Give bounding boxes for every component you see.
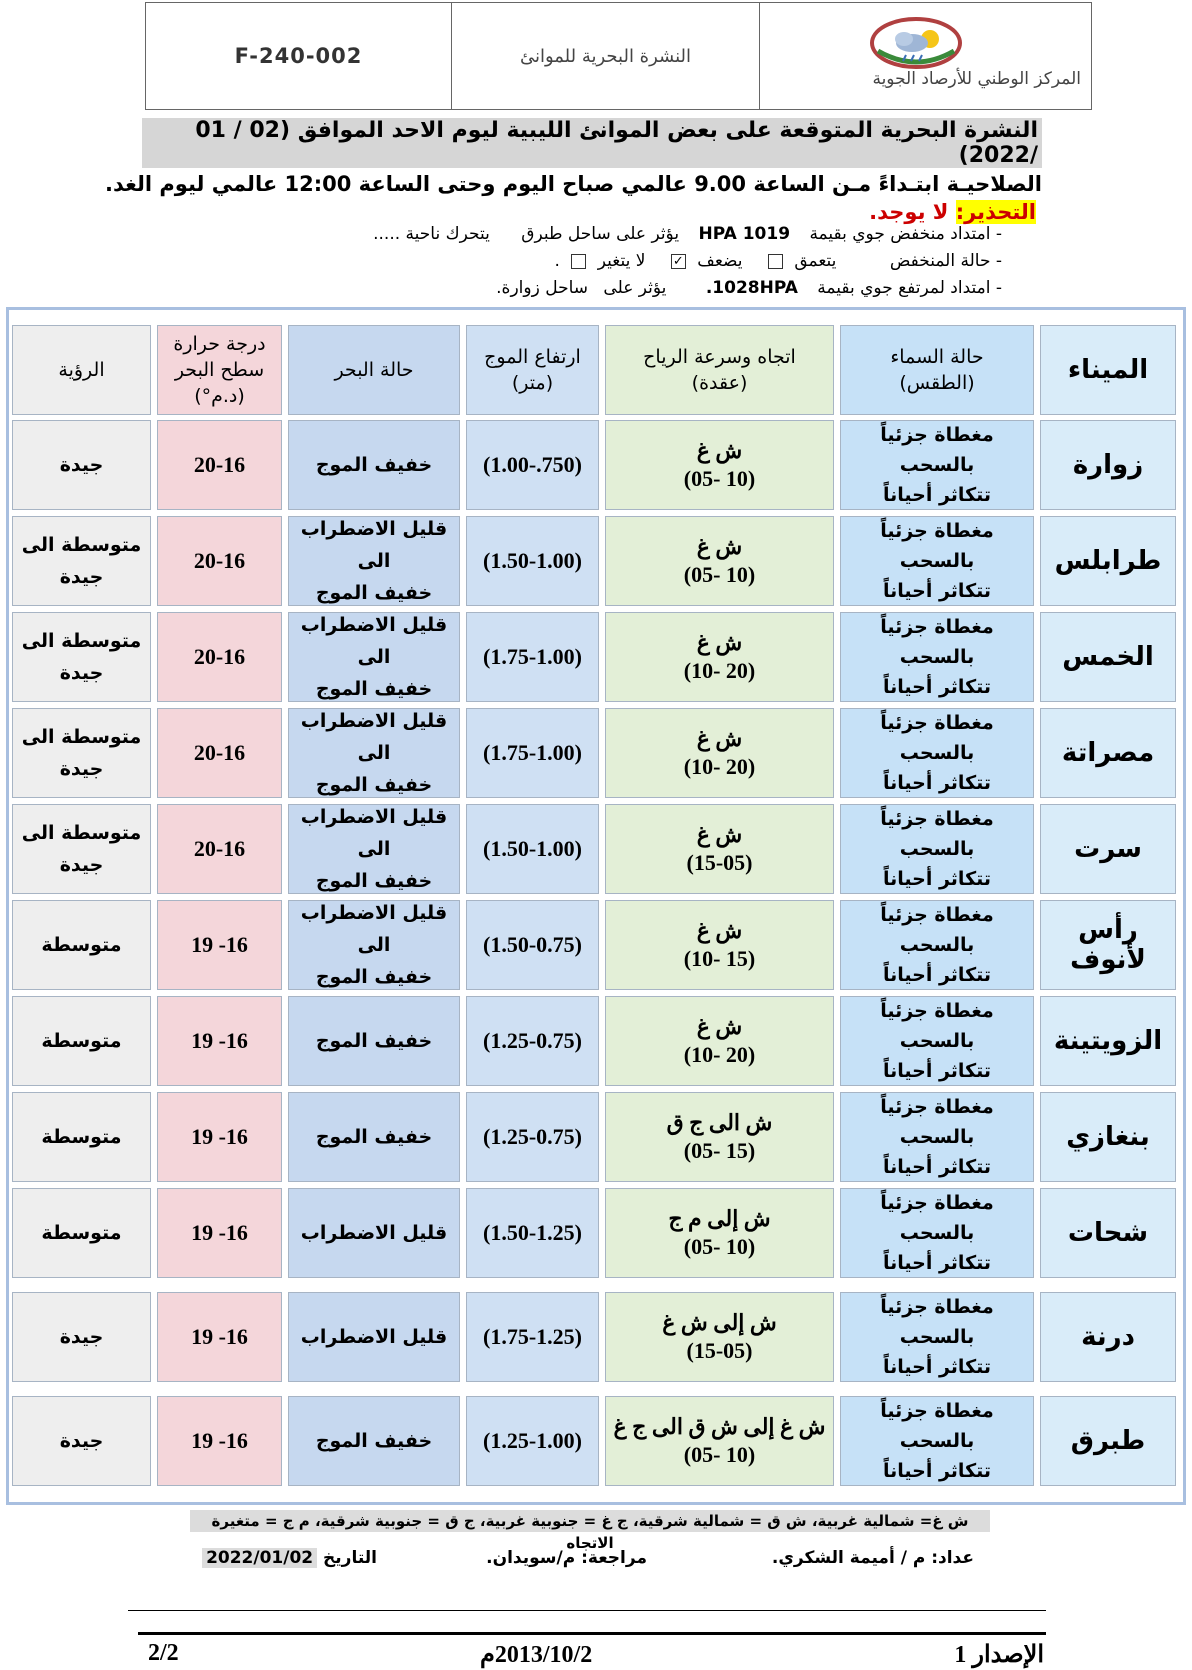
sea-cell <box>288 708 460 798</box>
temp-cell: 19 -16 <box>157 900 282 990</box>
vis-line: متوسطة <box>41 1126 122 1148</box>
note3-effect: يؤثر على <box>603 278 667 298</box>
vis-line: متوسطة الى <box>21 726 142 748</box>
org-block <box>759 3 1091 109</box>
vis-line: جيدة <box>59 758 104 780</box>
vis-line: متوسطة الى <box>21 630 142 652</box>
sky-line: مغطاة جزئياً بالسحب <box>880 808 994 860</box>
wind-line: (15-05) <box>686 1338 753 1363</box>
wind-line: ش الى ج ق <box>666 1110 773 1135</box>
vis-line: جيدة <box>59 1326 104 1348</box>
note3-coast: ساحل زوارة. <box>496 278 589 298</box>
sky-line: مغطاة جزئياً بالسحب <box>880 1400 994 1452</box>
wave-cell: (1.25-0.75) <box>466 996 599 1086</box>
date-stamp <box>202 1548 377 1568</box>
form-header <box>145 2 1092 110</box>
org-name: المركز الوطني للأرصاد الجوية <box>872 69 1081 89</box>
note2-dot: . <box>554 251 560 271</box>
temp-cell: 20-16 <box>157 420 282 510</box>
wind-cell <box>605 1396 834 1486</box>
vis-line: جيدة <box>59 1430 104 1452</box>
vis-line: جيدة <box>59 566 104 588</box>
vis-cell <box>12 420 151 510</box>
wave-cell: (1.75-1.00) <box>466 708 599 798</box>
header-vis: الرؤية <box>12 325 151 415</box>
wind-cell <box>605 1092 834 1182</box>
port-cell: سرت <box>1040 804 1176 894</box>
footer-page: 2/2 <box>148 1640 179 1666</box>
sea-line: خفيف الموج <box>315 774 433 796</box>
wave-cell: (1.50-1.00) <box>466 516 599 606</box>
wave-cell: (1.50-0.75) <box>466 900 599 990</box>
wind-line: ش غ <box>696 918 743 943</box>
wind-cell <box>605 1292 834 1382</box>
port-cell: مصراتة <box>1040 708 1176 798</box>
wind-line: (20 -10) <box>683 754 756 779</box>
wind-line: ش غ <box>696 534 743 559</box>
sea-line: خفيف الموج <box>315 1430 433 1452</box>
wind-line: (15-05) <box>686 850 753 875</box>
header-wind-line: اتجاه وسرعة الرياح <box>643 346 796 368</box>
sky-cell <box>840 996 1034 1086</box>
header-sky <box>840 325 1034 415</box>
sea-line: قليل الاضطراب الى <box>300 902 448 956</box>
sky-line: مغطاة جزئياً بالسحب <box>880 424 994 476</box>
header-temp-line: (د.م°) <box>194 385 245 407</box>
temp-cell: 19 -16 <box>157 1092 282 1182</box>
wind-cell <box>605 900 834 990</box>
sea-line: قليل الاضطراب الى <box>300 614 448 668</box>
header-temp-line: سطح البحر <box>174 359 265 381</box>
warning-label: التحذير: <box>955 200 1036 224</box>
port-cell: طبرق <box>1040 1396 1176 1486</box>
sea-cell <box>288 1092 460 1182</box>
wave-cell: (1.75-1.25) <box>466 1292 599 1382</box>
wind-line: ش غ <box>696 1014 743 1039</box>
wind-line: ش غ <box>696 438 743 463</box>
bulletin-title: النشرة البحرية المتوقعة على بعض الموانئ الليبية ليوم الاحد الموافق (02 / 01 /2022) <box>142 118 1042 168</box>
wind-line: (15 -10) <box>683 946 756 971</box>
sky-line: تتكاثر أحياناً <box>883 772 992 794</box>
note-low-state <box>555 251 1002 271</box>
note2-deepen: يتعمق <box>794 251 837 271</box>
sky-line: تتكاثر أحياناً <box>883 1252 992 1274</box>
sky-line: مغطاة جزئياً بالسحب <box>880 616 994 668</box>
port-cell: زوارة <box>1040 420 1176 510</box>
sea-cell <box>288 1396 460 1486</box>
vis-line: متوسطة الى <box>21 534 142 556</box>
vis-cell <box>12 1396 151 1486</box>
form-code: F-240-002 <box>234 44 363 68</box>
note1-a: - امتداد منخفض جوي بقيمة <box>809 224 1002 244</box>
vis-line: متوسطة <box>41 1030 122 1052</box>
header-wave <box>466 325 599 415</box>
vis-line: جيدة <box>59 662 104 684</box>
sea-cell <box>288 804 460 894</box>
wind-line: ش غ <box>696 822 743 847</box>
wave-cell: (1.50-1.25) <box>466 1188 599 1278</box>
sea-cell <box>288 516 460 606</box>
header-wave-line: (متر) <box>511 372 554 394</box>
footer-date: 2013/10/2م <box>480 1642 593 1668</box>
vis-cell <box>12 1092 151 1182</box>
wind-line: (20 -10) <box>683 1042 756 1067</box>
sky-line: تتكاثر أحياناً <box>883 1156 992 1178</box>
vis-cell <box>12 516 151 606</box>
sky-line: مغطاة جزئياً بالسحب <box>880 1000 994 1052</box>
sea-line: خفيف الموج <box>315 966 433 988</box>
sea-line: قليل الاضطراب الى <box>300 806 448 860</box>
sea-line: قليل الاضطراب الى <box>300 518 448 572</box>
header-wave-line: ارتفاع الموج <box>484 346 581 368</box>
sea-line: خفيف الموج <box>315 870 433 892</box>
wave-cell: (1.75-1.00) <box>466 612 599 702</box>
note2-a: - حالة المنخفض <box>889 251 1002 271</box>
sea-cell <box>288 900 460 990</box>
sea-cell <box>288 1292 460 1382</box>
footer-rule-thin <box>128 1610 1046 1611</box>
wave-cell: (1.25-0.75) <box>466 1092 599 1182</box>
temp-cell: 20-16 <box>157 804 282 894</box>
note-high-pressure <box>496 278 1002 298</box>
vis-line: متوسطة <box>41 1222 122 1244</box>
sea-line: خفيف الموج <box>315 582 433 604</box>
vis-cell <box>12 1292 151 1382</box>
date-value: 2022/01/02 <box>202 1548 317 1568</box>
sky-line: تتكاثر أحياناً <box>883 964 992 986</box>
vis-cell <box>12 1188 151 1278</box>
sea-cell <box>288 612 460 702</box>
sea-cell <box>288 996 460 1086</box>
warning-line <box>142 200 1036 224</box>
header-temp <box>157 325 282 415</box>
wind-cell <box>605 804 834 894</box>
sky-cell <box>840 1396 1034 1486</box>
temp-cell: 19 -16 <box>157 996 282 1086</box>
sky-line: تتكاثر أحياناً <box>883 1460 992 1482</box>
sky-line: تتكاثر أحياناً <box>883 868 992 890</box>
sky-cell <box>840 516 1034 606</box>
sky-cell <box>840 708 1034 798</box>
port-cell: طرابلس <box>1040 516 1176 606</box>
sky-cell <box>840 1292 1034 1382</box>
note3-pressure: 1028HPA. <box>705 278 798 298</box>
note1-effect: يؤثر على ساحل طبرق <box>521 224 680 244</box>
weather-logo-icon <box>868 15 964 71</box>
wind-cell <box>605 516 834 606</box>
temp-cell: 19 -16 <box>157 1292 282 1382</box>
vis-line: متوسطة <box>41 934 122 956</box>
wind-line: ش إلى م ج <box>668 1206 771 1231</box>
date-label: التاريخ <box>323 1548 377 1568</box>
sky-line: مغطاة جزئياً بالسحب <box>880 520 994 572</box>
sky-line: مغطاة جزئياً بالسحب <box>880 1192 994 1244</box>
checkbox-deepen <box>768 254 783 269</box>
temp-cell: 20-16 <box>157 708 282 798</box>
port-cell: شحات <box>1040 1188 1176 1278</box>
sky-cell <box>840 420 1034 510</box>
checkbox-weaken-checked: ✓ <box>671 254 686 269</box>
port-cell: الخمس <box>1040 612 1176 702</box>
wind-line: ش إلى ش غ <box>662 1310 777 1335</box>
sea-cell <box>288 1188 460 1278</box>
wind-line: (10 -05) <box>683 562 756 587</box>
wind-line: ش غ إلى ش ق الى ج غ <box>613 1414 826 1439</box>
note-low-pressure <box>373 224 1002 244</box>
wave-cell: (1.25-1.00) <box>466 1396 599 1486</box>
vis-line: جيدة <box>59 454 104 476</box>
port-cell: بنغازي <box>1040 1092 1176 1182</box>
sea-line: خفيف الموج <box>315 1030 433 1052</box>
header-sea: حالة البحر <box>288 325 460 415</box>
sky-cell <box>840 1092 1034 1182</box>
vis-cell <box>12 708 151 798</box>
port-cell: درنة <box>1040 1292 1176 1382</box>
prepared-by: عداد: م / أميمة الشكري. <box>771 1548 974 1568</box>
temp-cell: 19 -16 <box>157 1396 282 1486</box>
header-temp-line: درجة حرارة <box>173 333 266 355</box>
vis-cell <box>12 996 151 1086</box>
vis-line: متوسطة الى <box>21 822 142 844</box>
sky-cell <box>840 612 1034 702</box>
sky-line: مغطاة جزئياً بالسحب <box>880 712 994 764</box>
wind-line: (20 -10) <box>683 658 756 683</box>
checkbox-nochange <box>571 254 586 269</box>
direction-legend: ش غ= شمالية غربية، ش ق = شمالية شرقية، ج غ = جنوبية غربية، ج ق = جنوبية شرقية، م ج = متغيرة الاتجاه <box>190 1510 990 1532</box>
wind-line: (10 -05) <box>683 466 756 491</box>
validity-text: الصلاحيـة ابتـداءً مـن الساعة 9.00 عالمي صباح اليوم وحتى الساعة 12:00 عالمي ليوم الغد. <box>105 172 1042 196</box>
wind-cell <box>605 420 834 510</box>
sea-line: خفيف الموج <box>315 454 433 476</box>
wind-cell <box>605 1188 834 1278</box>
port-cell: رأس لأنوف <box>1040 900 1176 990</box>
wind-line: ش غ <box>696 726 743 751</box>
sky-cell <box>840 1188 1034 1278</box>
wind-line: (10 -05) <box>683 1442 756 1467</box>
bulletin-titles <box>105 118 1042 224</box>
sky-cell <box>840 900 1034 990</box>
temp-cell: 20-16 <box>157 516 282 606</box>
sky-line: مغطاة جزئياً بالسحب <box>880 1296 994 1348</box>
note2-weaken: يضعف <box>697 251 743 271</box>
header-sky-line: حالة السماء <box>890 346 984 368</box>
vis-cell <box>12 900 151 990</box>
sea-line: خفيف الموج <box>315 1126 433 1148</box>
bulletin-name: النشرة البحرية للموانئ <box>451 3 759 109</box>
vis-line: جيدة <box>59 854 104 876</box>
note1-pressure: 1019 HPA <box>698 224 791 244</box>
footer-edition: الإصدار 1 <box>954 1642 1044 1668</box>
temp-cell: 19 -16 <box>157 1188 282 1278</box>
sky-line: مغطاة جزئياً بالسحب <box>880 1096 994 1148</box>
sky-line: تتكاثر أحياناً <box>883 1356 992 1378</box>
footer-rule-thick <box>138 1632 1046 1635</box>
port-cell: الزويتينة <box>1040 996 1176 1086</box>
reviewed-by: مراجعة: م/سويدان. <box>486 1548 647 1568</box>
wind-line: ش غ <box>696 630 743 655</box>
temp-cell: 20-16 <box>157 612 282 702</box>
wind-line: (10 -05) <box>683 1234 756 1259</box>
sea-line: خفيف الموج <box>315 678 433 700</box>
header-wind-line: (عقدة) <box>691 372 748 394</box>
note2-nochange: لا يتغير <box>597 251 646 271</box>
sky-line: تتكاثر أحياناً <box>883 676 992 698</box>
vis-cell <box>12 804 151 894</box>
wave-cell: (1.50-1.00) <box>466 804 599 894</box>
wave-cell: (1.00-.750) <box>466 420 599 510</box>
sea-line: قليل الاضطراب <box>300 1326 448 1348</box>
sky-line: تتكاثر أحياناً <box>883 484 992 506</box>
header-wind <box>605 325 834 415</box>
wind-line: (15 -05) <box>683 1138 756 1163</box>
sky-line: مغطاة جزئياً بالسحب <box>880 904 994 956</box>
sea-line: قليل الاضطراب الى <box>300 710 448 764</box>
wind-cell <box>605 996 834 1086</box>
header-sky-line: (الطقس) <box>899 372 975 394</box>
sky-cell <box>840 804 1034 894</box>
note1-move: يتحرك ناحية ..... <box>373 224 490 244</box>
sea-cell <box>288 420 460 510</box>
wind-cell <box>605 708 834 798</box>
wind-cell <box>605 612 834 702</box>
note3-a: - امتداد لمرتفع جوي بقيمة <box>817 278 1002 298</box>
header-port: الميناء <box>1040 325 1176 415</box>
sky-line: تتكاثر أحياناً <box>883 1060 992 1082</box>
vis-cell <box>12 612 151 702</box>
warning-value: لا يوجد. <box>869 200 949 224</box>
sky-line: تتكاثر أحياناً <box>883 580 992 602</box>
sea-line: قليل الاضطراب <box>300 1222 448 1244</box>
